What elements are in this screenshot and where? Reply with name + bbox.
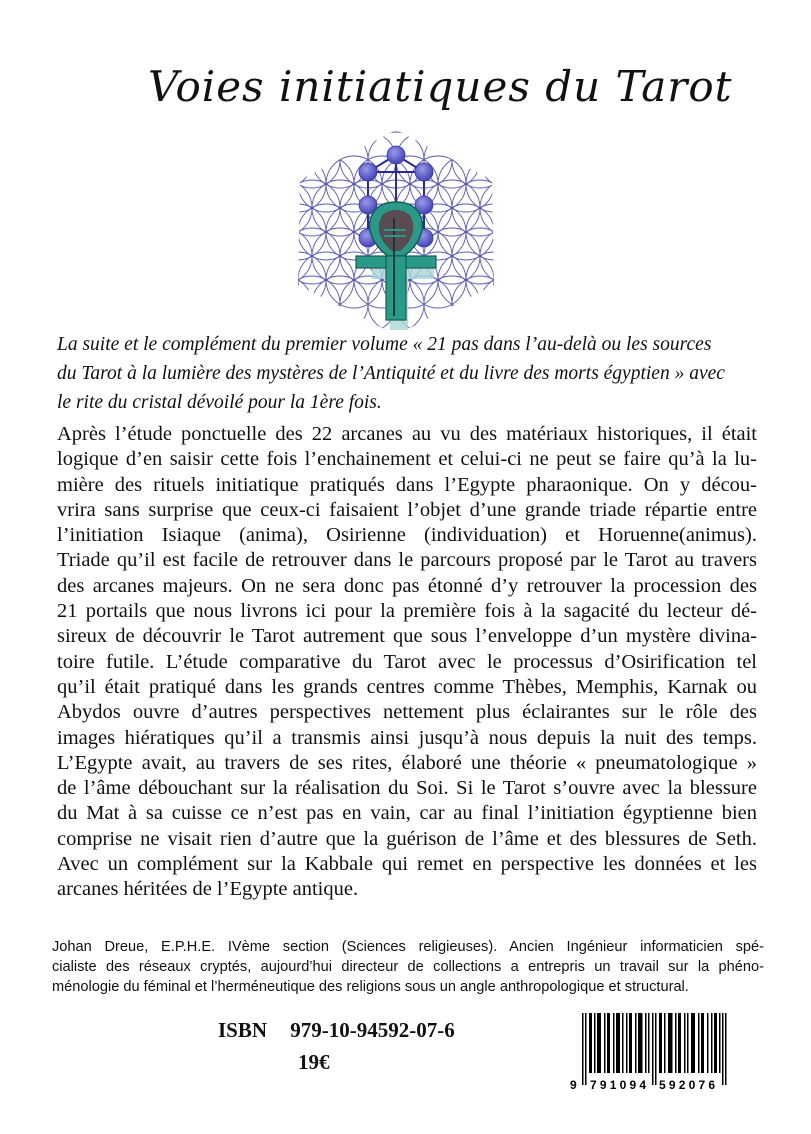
synopsis-line: Abydos ouvre d’autres perspectives nettement plus éclairantes sur le rôle des xyxy=(57,701,757,724)
synopsis-line: 21 portails que nous livrons ici pour la première fois à la sagacité du lecteur dé- xyxy=(57,600,757,623)
synopsis-line: Après l’étude ponctuelle des 22 arcanes au vu des matériaux historiques, il était xyxy=(57,423,757,445)
intro-paragraph xyxy=(57,330,757,417)
isbn-label: ISBN xyxy=(218,1018,268,1042)
synopsis-line: Avec un complément sur la Kabbale qui remet en perspective les données et les xyxy=(57,853,757,876)
synopsis-paragraph xyxy=(57,422,757,903)
synopsis-line: sireux de découvrir le Tarot autrement que sous l’enveloppe d’un mystère divina- xyxy=(57,625,757,648)
barcode-digits-right: 592076 xyxy=(659,1078,719,1092)
synopsis-line: images hiératiques qu’il a transmis ainsi jusqu’à nous depuis la nuit des temps. xyxy=(57,726,757,749)
isbn xyxy=(218,1018,455,1043)
synopsis-line: vrira sans surprise que ceux-ci faisaient l’objet d’une grande triade répartie entre xyxy=(57,498,757,521)
synopsis-line: des arcanes majeurs. On ne sera donc pas étonné d’y retrouver la procession des xyxy=(57,574,757,597)
synopsis-line: toire futile. L’étude comparative du Tarot avec le processus d’Osirification tel xyxy=(57,650,757,673)
flower-of-life-ankh-emblem xyxy=(282,130,510,330)
synopsis-line: mière des rituels initiatique pratiqués dans l’Egypte pharaonique. On y décou- xyxy=(57,473,757,496)
price: 19€ xyxy=(298,1050,330,1074)
author-bio-line: Johan Dreue, E.P.H.E. IVème section (Sciences religieuses). Ancien Ingénieur informaticien spé- xyxy=(52,939,764,955)
author-bio-line: cialiste des réseaux cryptés, aujourd’hui directeur de collections a entrepris un travail sur la phéno- xyxy=(52,959,764,975)
synopsis-line: logique d’en saisir cette fois l’enchainement et celui-ci ne peut se faire qu’à la lu- xyxy=(57,448,757,471)
book-title: Voies initiatiques du Tarot xyxy=(148,62,733,111)
isbn-number: 979-10-94592-07-6 xyxy=(290,1018,455,1042)
barcode-icon xyxy=(568,1013,773,1095)
synopsis-line: du Mat à sa cuisse ce n’est pas en vain, car au final l’initiation égyptienne bien xyxy=(57,802,757,825)
intro-line: le rite du cristal dévoilé pour la 1ère fois. xyxy=(57,392,382,413)
barcode-digits-left: 791094 xyxy=(590,1078,650,1092)
synopsis-line: l’initiation Isiaque (anima), Osirienne (individuation) et Horuenne(animus). xyxy=(57,524,757,547)
synopsis-line: de l’âme débouchant sur la réalisation du Soi. Si le Tarot s’ouvre avec la blessure xyxy=(57,777,757,800)
author-bio-line: ménologie du féminal et l’herméneutique des religions sous un angle anthropologique et structural. xyxy=(52,979,689,995)
synopsis-line: arcanes héritées de l’Egypte antique. xyxy=(57,878,359,901)
author-bio xyxy=(52,937,764,997)
synopsis-line: qu’il était pratiqué dans les grands centres comme Thèbes, Memphis, Karnak ou xyxy=(57,675,757,698)
synopsis-line: Triade qu’il est facile de retrouver dans le parcours proposé par le Tarot au travers xyxy=(57,549,757,572)
intro-line: La suite et le complément du premier volume « 21 pas dans l’au-delà ou les sources xyxy=(57,334,712,355)
synopsis-line: L’Egypte avait, au travers de ses rites, élaboré une théorie « pneumatologique » xyxy=(57,751,757,774)
synopsis-line: comprise ne visait rien d’autre que la guérison de l’âme et des blessures de Seth. xyxy=(57,827,757,850)
barcode-digit-first: 9 xyxy=(570,1078,577,1092)
intro-line: du Tarot à la lumière des mystères de l’Antiquité et du livre des morts égyptien » avec xyxy=(57,363,725,384)
